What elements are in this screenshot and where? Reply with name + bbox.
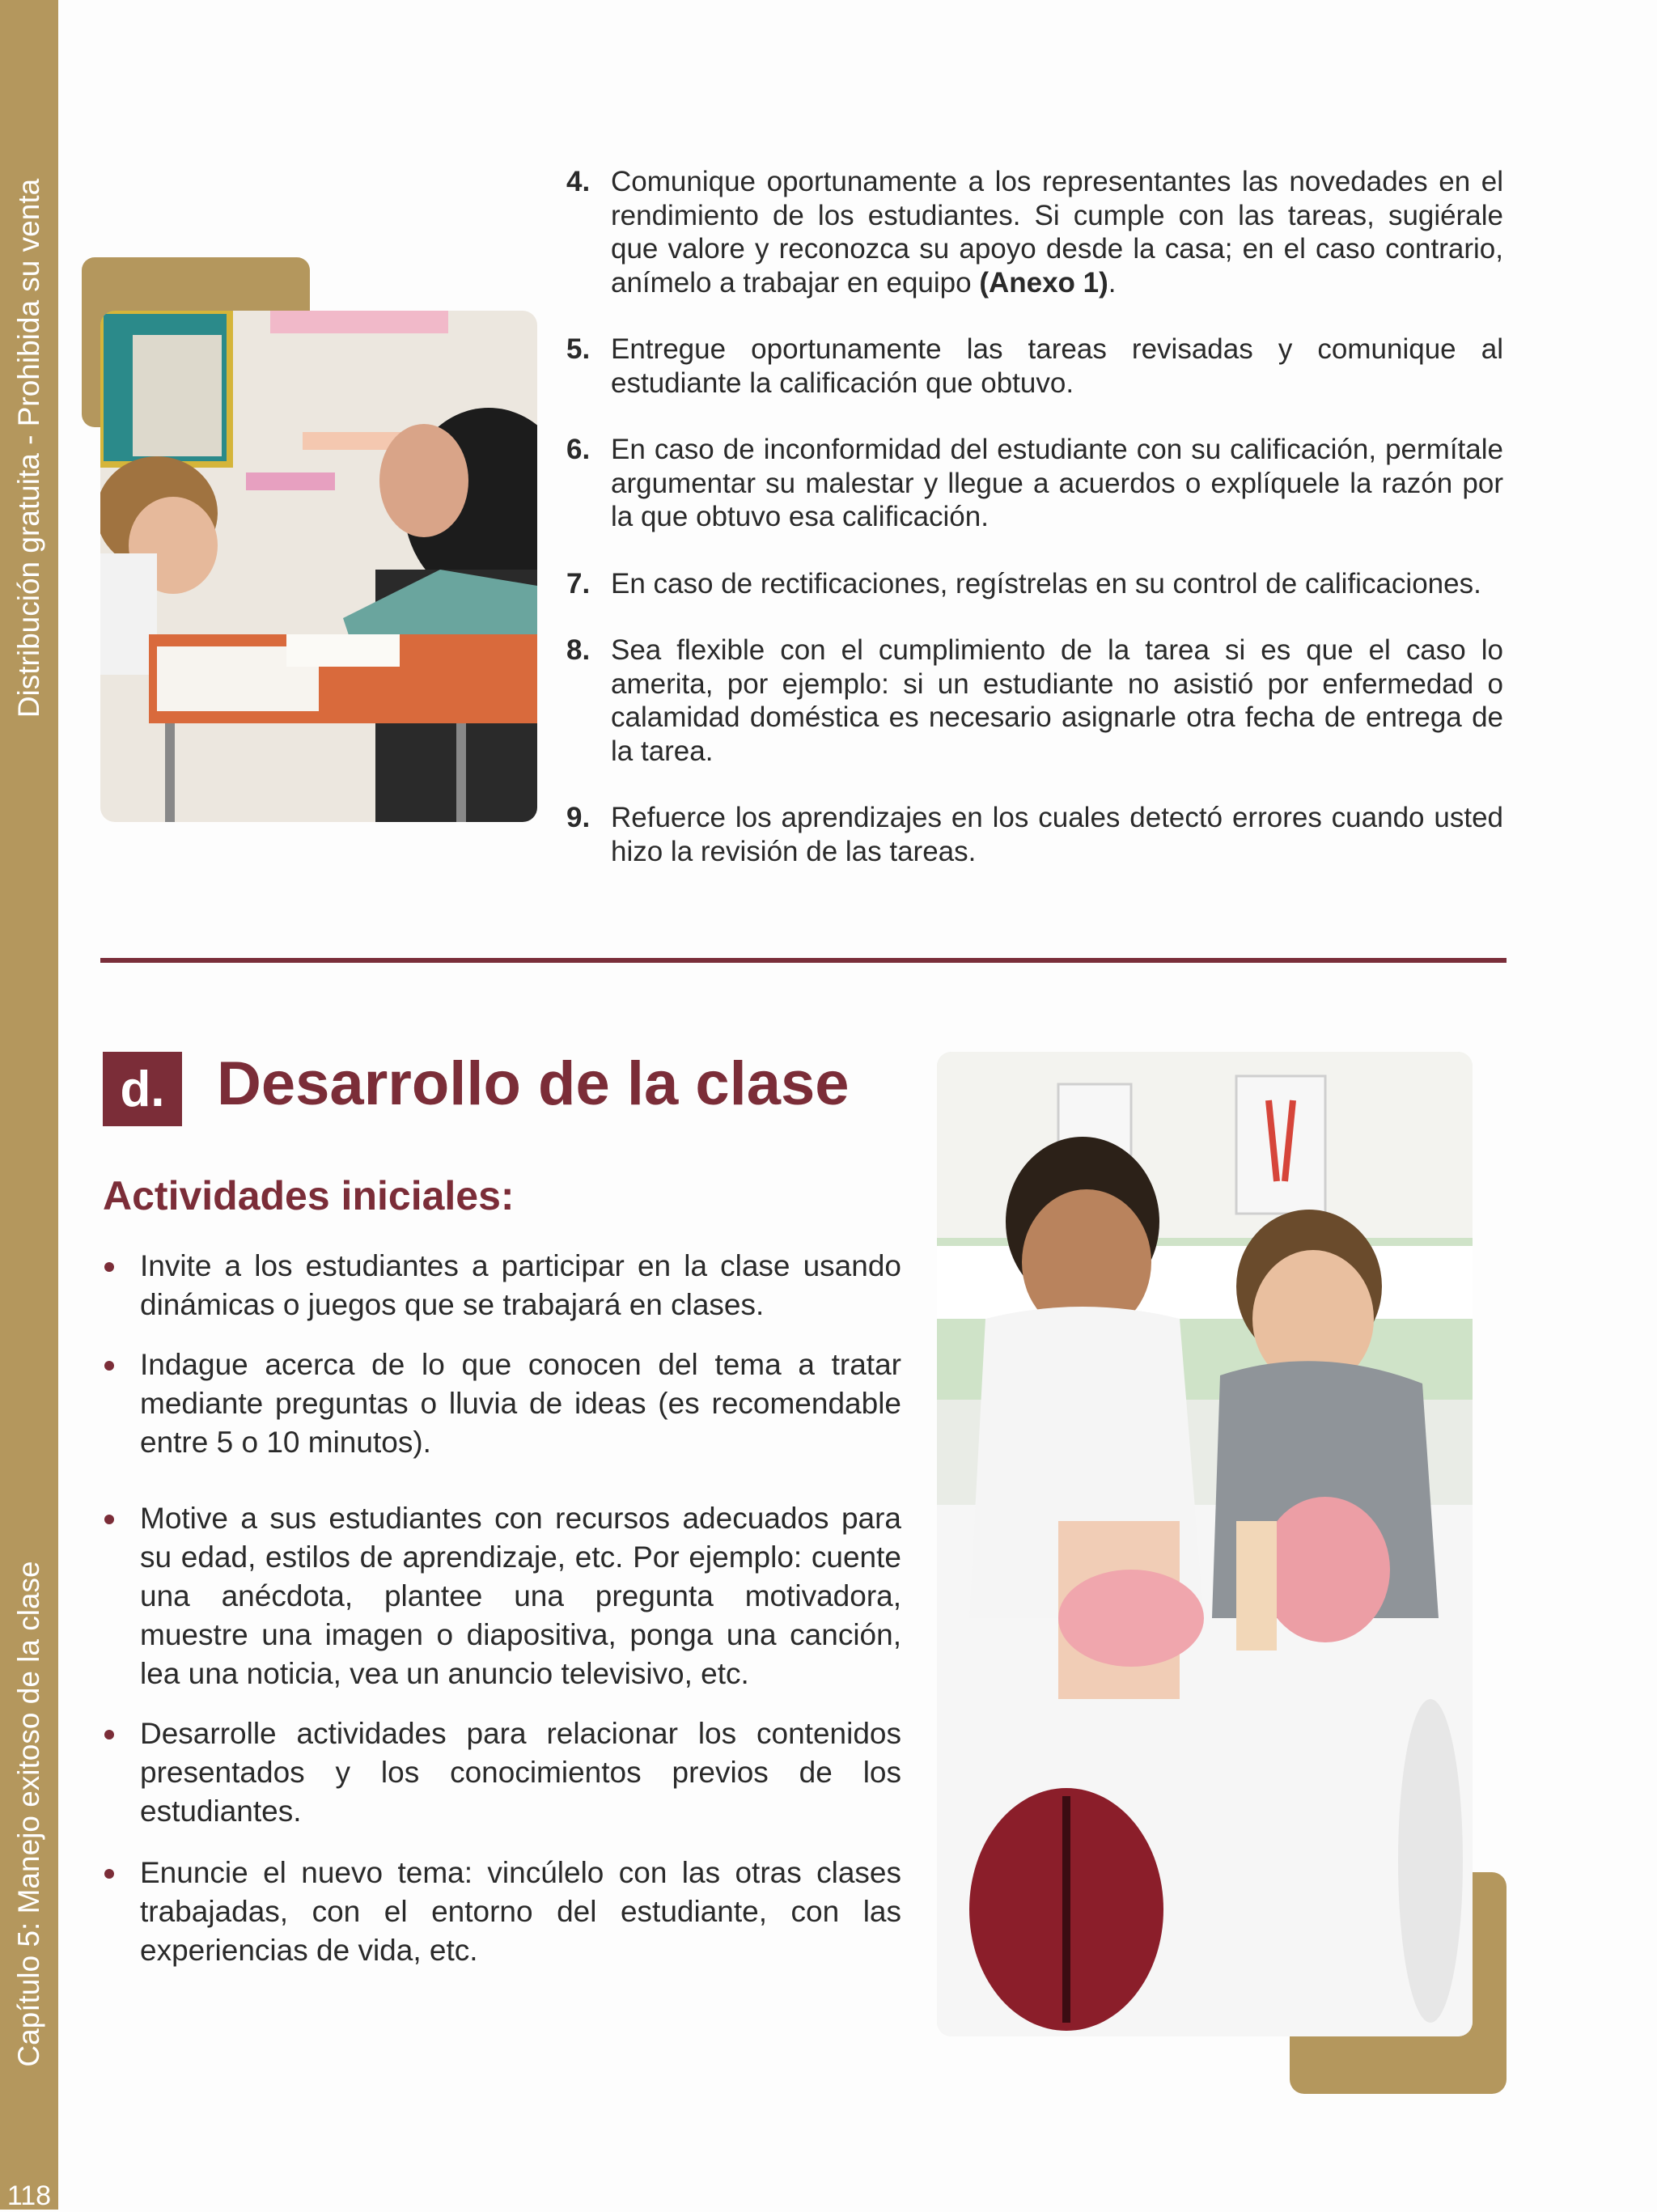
section-title: Desarrollo de la clase (217, 1049, 850, 1118)
list-item: Enuncie el nuevo tema: vincúlelo con las otras clases trabajadas, con el entorno del estudiante, con las experiencias de vida, etc. (103, 1854, 901, 1970)
list-item: Motive a sus estudiantes con recursos adecuados para su edad, estilos de aprendizaje, etc. Por ejemplo: cuente una anécdota, plantee una pregunta motivadora, muestre una imagen o diapositiva, ponga una canción, lea una noticia, vea un anuncio televisivo, etc. (103, 1499, 901, 1693)
section-letter-badge: d. (103, 1052, 182, 1126)
list-item: Indague acerca de lo que conocen del tema a tratar mediante preguntas o lluvia de ideas (es recomendable entre 5 o 10 minutos). (103, 1345, 901, 1462)
step-text: Comunique oportunamente a los representantes las novedades en el rendimiento de los estudiantes. Si cumple con las tareas, sugiérale que valore y reconozca su apoyo desde la casa; en el caso contrario, anímelo a trabajar en equipo (611, 166, 1503, 299)
step-text: Sea flexible con el cumplimiento de la tarea si es que el caso lo amerita, por ejemplo: si un estudiante no asistió por enfermedad o calamidad doméstica es necesario asignarle otra fecha de entrega de la tarea. (611, 634, 1503, 767)
sidebar-band (0, 0, 58, 2210)
section-subtitle: Actividades iniciales: (103, 1173, 515, 1218)
list-item (566, 333, 1503, 400)
page-number: 118 (6, 2180, 52, 2211)
homework-steps-list (566, 165, 1503, 901)
distribution-notice: Distribución gratuita - Prohibida su venta (12, 178, 45, 718)
step-number: 8. (566, 634, 591, 666)
step-number: 4. (566, 166, 591, 197)
list-item: Invite a los estudiantes a participar en la clase usando dinámicas o juegos que se trabajará en clases. (103, 1247, 901, 1324)
list-item: Desarrolle actividades para relacionar los contenidos presentados y los conocimientos previos de los estudiantes. (103, 1714, 901, 1831)
list-item (566, 634, 1503, 768)
annex-reference: (Anexo 1) (979, 266, 1108, 299)
step-number: 9. (566, 802, 591, 833)
initial-activities-list (103, 1247, 901, 1970)
step-text: En caso de inconformidad del estudiante con su calificación, permítale argumentar su malestar y llegue a acuerdos o explíquele la razón por la que obtuvo esa calificación. (611, 434, 1503, 532)
step-text: En caso de rectificaciones, regístrelas en su control de calificaciones. (611, 567, 1481, 600)
step-text: Entregue oportunamente las tareas revisadas y comunique al estudiante la calificación que obtuvo. (611, 333, 1503, 399)
step-text-end: . (1108, 266, 1117, 299)
list-item (566, 801, 1503, 868)
list-item (566, 567, 1503, 601)
step-number: 6. (566, 434, 591, 465)
step-number: 7. (566, 567, 591, 600)
list-item (566, 433, 1503, 534)
step-text: Refuerce los aprendizajes en los cuales detectó errores cuando usted hizo la revisión de las tareas. (611, 802, 1503, 867)
list-item (566, 165, 1503, 299)
teacher-student-photo (100, 311, 537, 822)
chapter-label: Capítulo 5: Manejo exitoso de la clase (12, 1561, 45, 2067)
step-number: 5. (566, 333, 591, 365)
students-anatomy-photo (937, 1052, 1473, 2036)
section-divider (100, 958, 1507, 963)
